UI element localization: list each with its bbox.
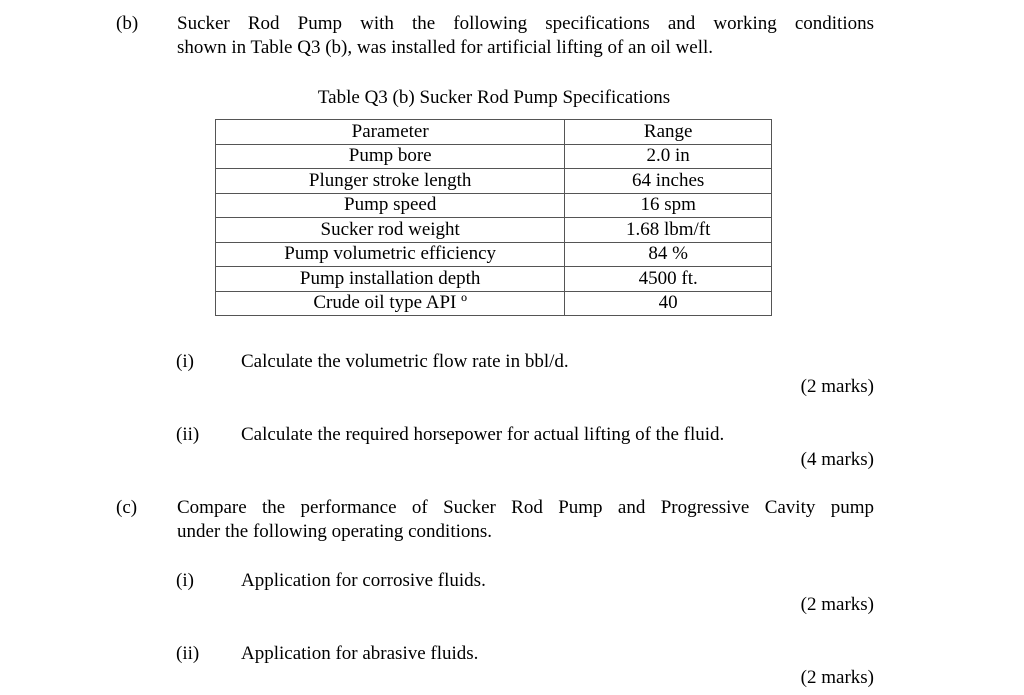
table-row (216, 291, 772, 316)
question-b-ii-marks: (4 marks) (800, 449, 874, 470)
table-cell-range: 64 inches (565, 169, 772, 194)
part-b-label: (b) (116, 13, 139, 34)
part-b-question-text (177, 12, 874, 60)
question-b-i-number: (i) (176, 351, 194, 372)
table-cell-parameter: Sucker rod weight (216, 218, 565, 243)
table-header-range: Range (565, 120, 772, 145)
table-cell-range: 2.0 in (565, 144, 772, 169)
table-row (216, 193, 772, 218)
table-cell-parameter: Pump speed (216, 193, 565, 218)
table-header-row (216, 120, 772, 145)
question-b-i-marks: (2 marks) (800, 376, 874, 397)
table-cell-parameter: Plunger stroke length (216, 169, 565, 194)
table-row (216, 242, 772, 267)
question-c-i-marks: (2 marks) (800, 594, 874, 615)
question-c-ii-text: Application for abrasive fluids. (241, 643, 479, 664)
table-cell-parameter: Pump bore (216, 144, 565, 169)
question-b-ii-text: Calculate the required horsepower for actual lifting of the fluid. (241, 424, 725, 445)
question-c-ii-number: (ii) (176, 643, 200, 664)
table-cell-parameter: Pump volumetric efficiency (216, 242, 565, 267)
part-c-label: (c) (116, 497, 138, 518)
table-row (216, 267, 772, 292)
part-c-question-text (177, 496, 874, 544)
question-b-i-text: Calculate the volumetric flow rate in bbl/d. (241, 351, 569, 372)
question-c-i-number: (i) (176, 570, 194, 591)
question-c-ii-marks: (2 marks) (800, 667, 874, 688)
table-caption-text: Table Q3 (b) Sucker Rod Pump Specifications (317, 87, 671, 108)
table-cell-range: 16 spm (565, 193, 772, 218)
specifications-table (215, 119, 772, 316)
table-cell-range: 40 (565, 291, 772, 316)
part-b-text-line1: Sucker Rod Pump with the following specifications and working conditions (177, 13, 874, 34)
table-row (216, 218, 772, 243)
part-b-text-line2: shown in Table Q3 (b), was installed for artificial lifting of an oil well. (177, 37, 713, 58)
table-row (216, 169, 772, 194)
table-cell-parameter: Pump installation depth (216, 267, 565, 292)
part-c-text-line2: under the following operating conditions. (177, 521, 493, 542)
table-header-parameter: Parameter (216, 120, 565, 145)
table-cell-range: 4500 ft. (565, 267, 772, 292)
table-cell-range: 1.68 lbm/ft (565, 218, 772, 243)
question-b-ii-number: (ii) (176, 424, 200, 445)
question-c-i-text: Application for corrosive fluids. (241, 570, 486, 591)
table-row (216, 144, 772, 169)
table-cell-parameter: Crude oil type API º (216, 291, 565, 316)
table-cell-range: 84 % (565, 242, 772, 267)
table-caption (0, 86, 1024, 110)
part-c-text-line1: Compare the performance of Sucker Rod Pump and Progressive Cavity pump (177, 497, 874, 518)
